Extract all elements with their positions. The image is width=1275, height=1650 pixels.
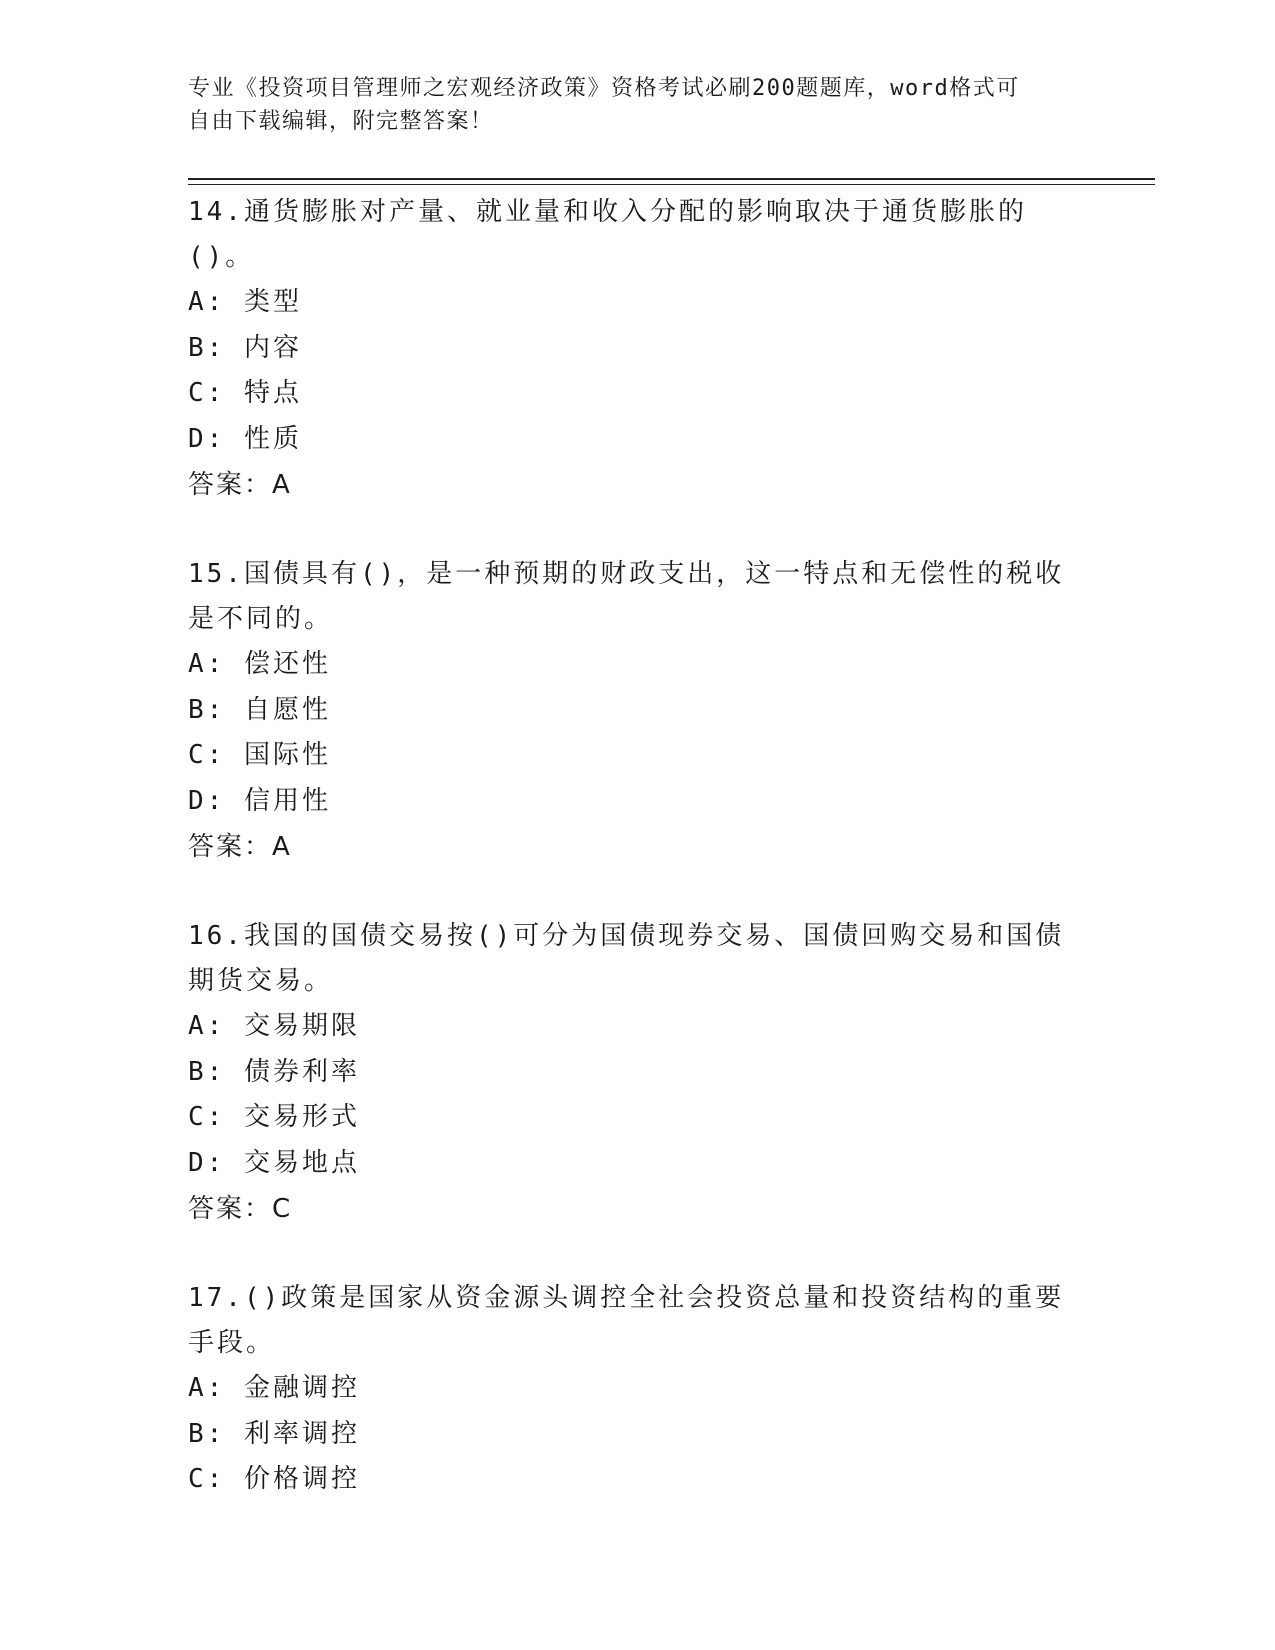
question-15 [188,552,1088,870]
option-d: D: 性质 [188,423,302,454]
option-c: C: 价格调控 [188,1464,360,1494]
question-stem: 16.我国的国债交易按()可分为国债现券交易、国债回购交易和国债期货交易。 [188,921,1065,996]
answer-line: 答案：A [188,470,292,500]
question-17 [188,1276,1088,1503]
option-a: A: 交易期限 [188,1011,360,1041]
header-line-2: 自由下载编辑，附完整答案！ [188,109,494,134]
option-b: B: 内容 [188,332,302,363]
option-d: D: 信用性 [188,785,331,816]
option-d: D: 交易地点 [188,1147,360,1178]
option-c: C: 特点 [188,378,302,408]
question-stem: 17.()政策是国家从资金源头调控全社会投资总量和投资结构的重要手段。 [188,1283,1065,1358]
header-line-1: 专业《投资项目管理师之宏观经济政策》资格考试必刷200题题库，word格式可 [188,76,1020,101]
question-list [188,190,1088,1547]
option-a: A: 偿还性 [188,649,331,679]
question-16 [188,914,1088,1232]
header-divider-thick [188,178,1155,180]
option-b: B: 债券利率 [188,1056,360,1087]
document-header [188,72,1068,138]
question-14 [188,190,1088,508]
option-c: C: 国际性 [188,740,331,770]
answer-line: 答案：C [188,1194,293,1224]
option-b: B: 利率调控 [188,1418,360,1449]
option-c: C: 交易形式 [188,1102,360,1132]
option-b: B: 自愿性 [188,694,331,725]
question-stem: 15.国债具有()，是一种预期的财政支出，这一特点和无偿性的税收是不同的。 [188,559,1065,634]
question-stem: 14.通货膨胀对产量、就业量和收入分配的影响取决于通货膨胀的()。 [188,197,1027,272]
header-divider-thin [188,184,1155,185]
option-a: A: 金融调控 [188,1373,360,1403]
answer-line: 答案：A [188,832,292,862]
option-a: A: 类型 [188,287,302,317]
